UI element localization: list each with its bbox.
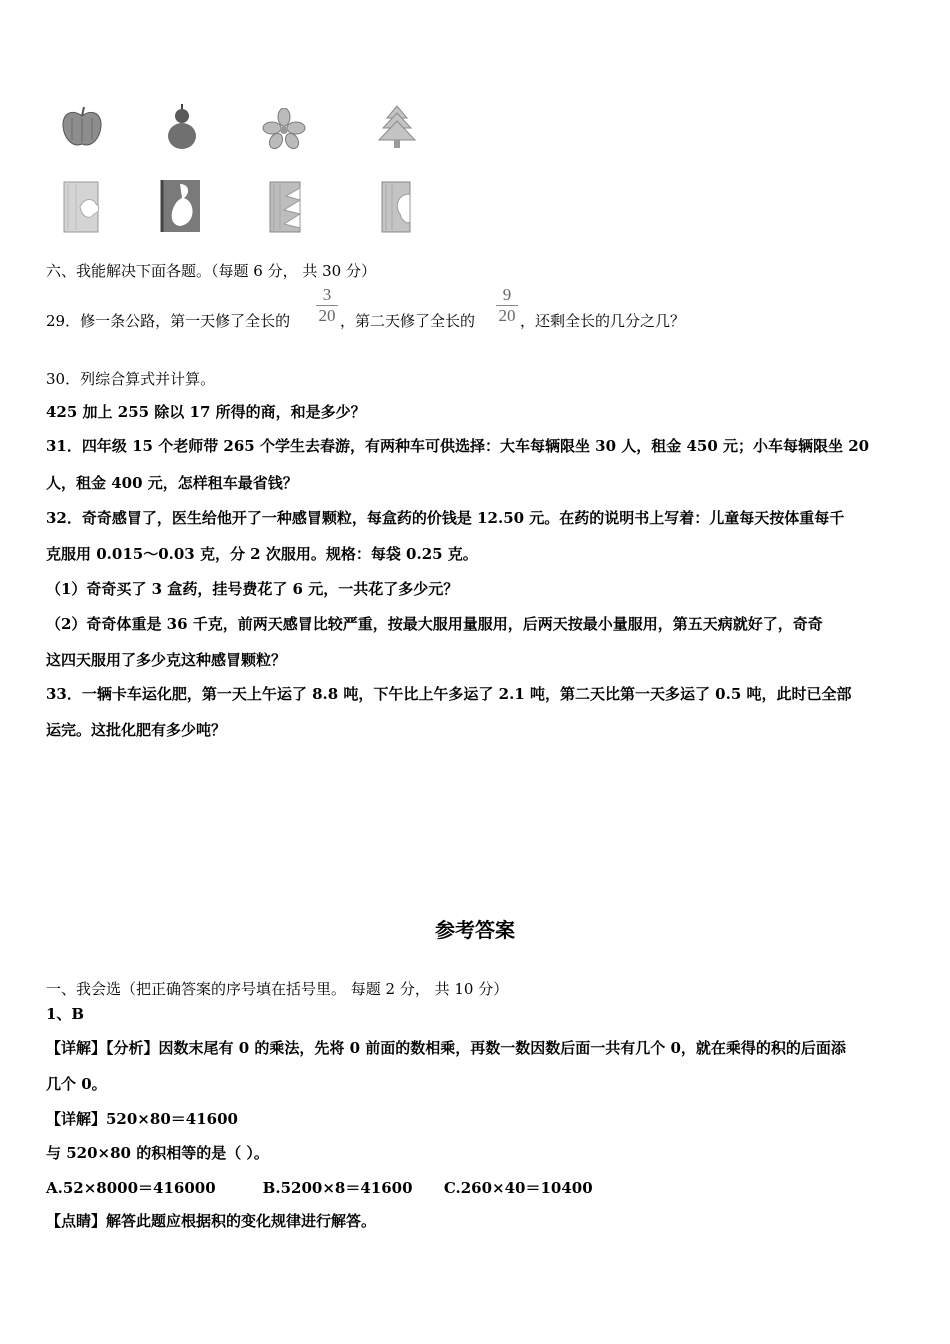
cutout-gourd-icon: [160, 178, 202, 234]
question-32-part1: （1）奇奇买了 3 盒药，挂号费花了 6 元，一共花了多少元？: [46, 580, 459, 598]
fraction-denominator: 20: [498, 306, 516, 325]
flower-icon: [262, 108, 306, 150]
fraction-numerator: 9: [502, 285, 512, 304]
question-32-part2-cont: 这四天服用了多少克这种感冒颗粒？: [46, 651, 287, 669]
q29-text-after: ，还剩全长的几分之几？: [520, 312, 686, 330]
question-32-cont: 克服用 0.015～0.03 克，分 2 次服用。规格：每袋 0.25 克。: [46, 545, 478, 563]
cutout-apple-icon: [380, 180, 414, 234]
answer-detail: 【详解】【分析】因数末尾有 0 的乘法，先将 0 前面的数相乘，再数一数因数后面一共有几个 0，就在乘得的积的后面添: [46, 1039, 846, 1057]
question-33: 33．一辆卡车运化肥，第一天上午运了 8.8 吨，下午比上午多运了 2.1 吨，第二天比第一天多运了 0.5 吨，此时已全部: [46, 685, 852, 703]
apple-icon: [58, 104, 106, 150]
gourd-icon: [158, 104, 206, 152]
answer-comment: 【点睛】解答此题应根据积的变化规律进行解答。: [46, 1212, 377, 1230]
cutout-tree-icon: [268, 180, 304, 234]
answer-calculation: 【详解】520×80＝41600: [46, 1110, 238, 1128]
question-33-cont: 运完。这批化肥有多少吨？: [46, 721, 227, 739]
answer-options: A.52×8000＝416000 B.5200×8＝41600 C.260×40＝10400: [46, 1179, 593, 1197]
question-29: [46, 311, 290, 331]
fraction-9-20: [496, 286, 518, 325]
fraction-3-20: [316, 286, 338, 325]
q29-text-before: 29．修一条公路，第一天修了全长的: [46, 312, 291, 330]
answer-1: 1、B: [46, 1005, 85, 1023]
question-30-detail: 425 加上 255 除以 17 所得的商，和是多少？: [46, 403, 366, 421]
tree-icon: [376, 104, 418, 150]
fraction-numerator: 3: [322, 285, 332, 304]
question-31-cont: 人，租金 400 元，怎样租车最省钱？: [46, 474, 298, 492]
fraction-denominator: 20: [318, 306, 336, 325]
cutout-flower-icon: [62, 180, 102, 234]
question-31: 31．四年级 15 个老师带 265 个学生去春游，有两种车可供选择：大车每辆限坐 30 人，租金 450 元；小车每辆限坐 20: [46, 437, 870, 455]
answer-question: 与 520×80 的积相等的是（ ）。: [46, 1144, 269, 1162]
question-32-part2: （2）奇奇体重是 36 千克，前两天感冒比较严重，按最大服用量服用，后两天按最小量服用，第五天病就好了，奇奇: [46, 615, 823, 633]
question-32: 32．奇奇感冒了，医生给他开了一种感冒颗粒，每盒药的价钱是 12.50 元。在药的说明书上写着：儿童每天按体重每千: [46, 509, 845, 527]
section-heading: 六、我能解决下面各题。（每题 6 分， 共 30 分）: [46, 262, 376, 280]
answer-detail-cont: 几个 0。: [46, 1075, 107, 1093]
question-30: 30．列综合算式并计算。: [46, 370, 216, 388]
answers-title: 参考答案: [435, 918, 515, 942]
answers-section-heading: 一、我会选（把正确答案的序号填在括号里。 每题 2 分， 共 10 分）: [46, 980, 509, 998]
q29-text-middle: ，第二天修了全长的: [340, 312, 476, 330]
